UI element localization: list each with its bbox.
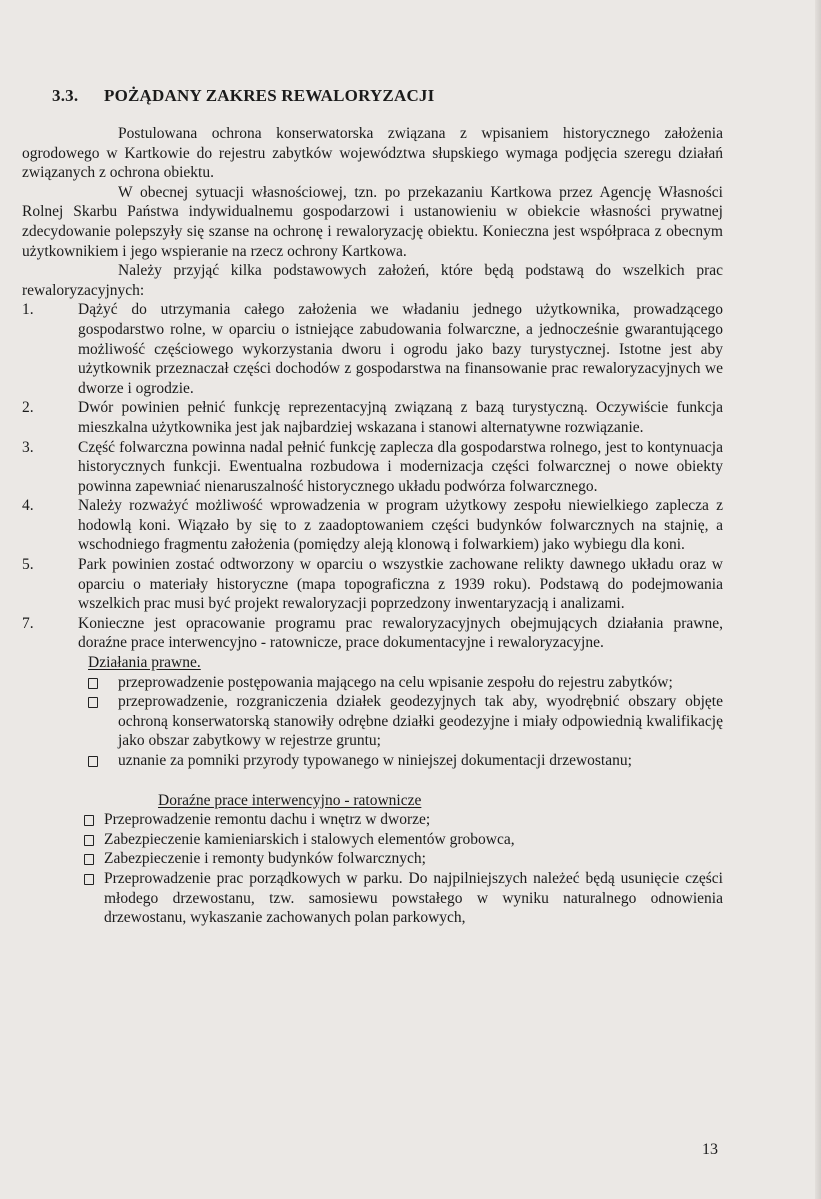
item-text: Zabezpieczenie i remonty budynków folwarcznych; xyxy=(104,850,426,868)
checkbox-bullet-icon xyxy=(84,835,94,846)
item-text: Część folwarczna powinna nadal pełnić funkcję zaplecza dla gospodarstwa rolnego, jest to kontynuacja historycznych funkcji. Ewentualna rozbudowa i modernizacja części folwarcznej o nowe obiekty powinna zapewniać nienaruszalność historycznego układu podwórza folwarcznego. xyxy=(78,438,723,495)
emergency-works-list xyxy=(22,810,723,928)
item-text: Konieczne jest opracowanie programu prac rewaloryzacyjnych obejmujących działania prawne, doraźne prace interwencyjno - ratownicze, prace dokumentacyjne i rewaloryzacyjne. xyxy=(78,614,723,652)
list-item xyxy=(22,869,723,928)
list-item xyxy=(22,692,723,751)
list-item xyxy=(22,496,723,555)
item-text: Przeprowadzenie prac porządkowych w parku. Do najpilniejszych należeć będą usunięcie części młodego drzewostanu, tzw. samosiewu powstałego w wyniku naturalnego odnowienia drzewostanu, wykaszanie zachowanych polan parkowych, xyxy=(104,869,723,927)
item-text: Zabezpieczenie kamieniarskich i stalowych elementów grobowca, xyxy=(104,830,515,848)
item-text: Dążyć do utrzymania całego założenia we władaniu jednego użytkownika, prowadzącego gospodarstwo rolne, w oparciu o istniejące zabudowania folwarczne, a jednocześnie gwarantującego możliwość częściowego wykorzystania dworu i ogrodu jako bazy turystycznej. Istotne jest aby użytkownik przeznaczał części dochodów z gospodarstwa na finansowanie prac rewaloryzacyjnych we dworze i ogrodzie. xyxy=(78,301,723,397)
item-number: 3. xyxy=(22,438,34,456)
section-heading xyxy=(52,86,434,106)
checkbox-bullet-icon xyxy=(88,697,98,708)
item-number: 1. xyxy=(22,301,34,319)
paragraph: Należy przyjąć kilka podstawowych założeń, które będą podstawą do wszelkich prac rewaloryzacyjnych: xyxy=(22,262,723,299)
list-item xyxy=(22,849,723,869)
list-item xyxy=(22,438,723,497)
list-item xyxy=(22,398,723,437)
list-item xyxy=(22,300,723,398)
checkbox-bullet-icon xyxy=(88,756,98,767)
list-item xyxy=(22,751,723,771)
item-number: 5. xyxy=(22,556,34,574)
item-text: Park powinien zostać odtworzony w oparciu o wszystkie zachowane relikty dawnego układu oraz w oparciu o materiały historyczne (mapa topograficzna z 1939 roku). Podstawą do podejmowania wszelkich prac musi być projekt rewaloryzacji poprzedzony inwentaryzacją i analizami. xyxy=(78,556,723,613)
item-text: Przeprowadzenie remontu dachu i wnętrz w dworze; xyxy=(104,811,431,829)
paragraph: Postulowana ochrona konserwatorska związana z wpisaniem historycznego założenia ogrodowego w Kartkowie do rejestru zabytków województwa słupskiego wymaga podjęcia szeregu działań związanych z ochrona obiektu. xyxy=(22,125,723,182)
list-item xyxy=(22,810,723,830)
legal-actions-heading: Działania prawne. xyxy=(88,654,201,672)
page-edge xyxy=(815,0,821,1199)
list-item xyxy=(22,673,723,693)
list-item xyxy=(22,614,723,653)
item-text: przeprowadzenie, rozgraniczenia działek geodezyjnych tak aby, wyodrębnić obszary objęte ochroną konserwatorską stanowiły odrębne działki geodezyjne i miały odpowiednią kwalifikację jako obszar zabytkowy w rejestrze gruntu; xyxy=(118,693,723,750)
checkbox-bullet-icon xyxy=(84,815,94,826)
emergency-works-heading: Doraźne prace interwencyjno - ratownicze xyxy=(158,791,422,809)
item-number: 2. xyxy=(22,399,34,417)
item-number: 7. xyxy=(22,614,34,632)
section-title: POŻĄDANY ZAKRES REWALORYZACJI xyxy=(104,86,435,105)
paragraph: W obecnej sytuacji własnościowej, tzn. po przekazaniu Kartkowa przez Agencję Własności Rolnej Skarbu Państwa indywidualnemu gospodarzowi i ustanowieniu w obiekcie własności prywatnej zdecydowanie polepszyły się szanse na ochronę i rewaloryzację obiektu. Konieczna jest współpraca z obecnym użytkownikiem i jego wspieranie na rzecz ochrony Kartkowa. xyxy=(22,183,723,260)
item-number: 4. xyxy=(22,497,34,515)
page-number: 13 xyxy=(702,1141,718,1158)
list-item xyxy=(22,555,723,614)
spacer xyxy=(22,771,723,791)
checkbox-bullet-icon xyxy=(84,854,94,865)
item-text: Dwór powinien pełnić funkcję reprezentacyjną związaną z bazą turystyczną. Oczywiście funkcja mieszkalna użytkownika jest jak najbardziej wskazana i stanowi alternatywne rozwiązanie. xyxy=(78,399,723,436)
item-text: Należy rozważyć możliwość wprowadzenia w program użytkowy zespołu niewielkiego zaplecza z hodowlą koni. Wiązało by się to z zaadoptowaniem części budynków folwarcznych na stajnię, a wschodniego fragmentu założenia (pomiędzy aleją klonową i folwarkiem) jako wybiegu dla koni. xyxy=(78,497,723,554)
section-number: 3.3. xyxy=(52,86,79,105)
item-text: przeprowadzenie postępowania mającego na celu wpisanie zespołu do rejestru zabytków; xyxy=(118,673,673,691)
numbered-list xyxy=(22,300,723,653)
item-text: uznanie za pomniki przyrody typowanego w niniejszej dokumentacji drzewostanu; xyxy=(118,752,632,769)
checkbox-bullet-icon xyxy=(88,678,98,689)
legal-actions-list xyxy=(22,673,723,771)
checkbox-bullet-icon xyxy=(84,874,94,885)
body-text xyxy=(22,124,723,928)
list-item xyxy=(22,830,723,850)
